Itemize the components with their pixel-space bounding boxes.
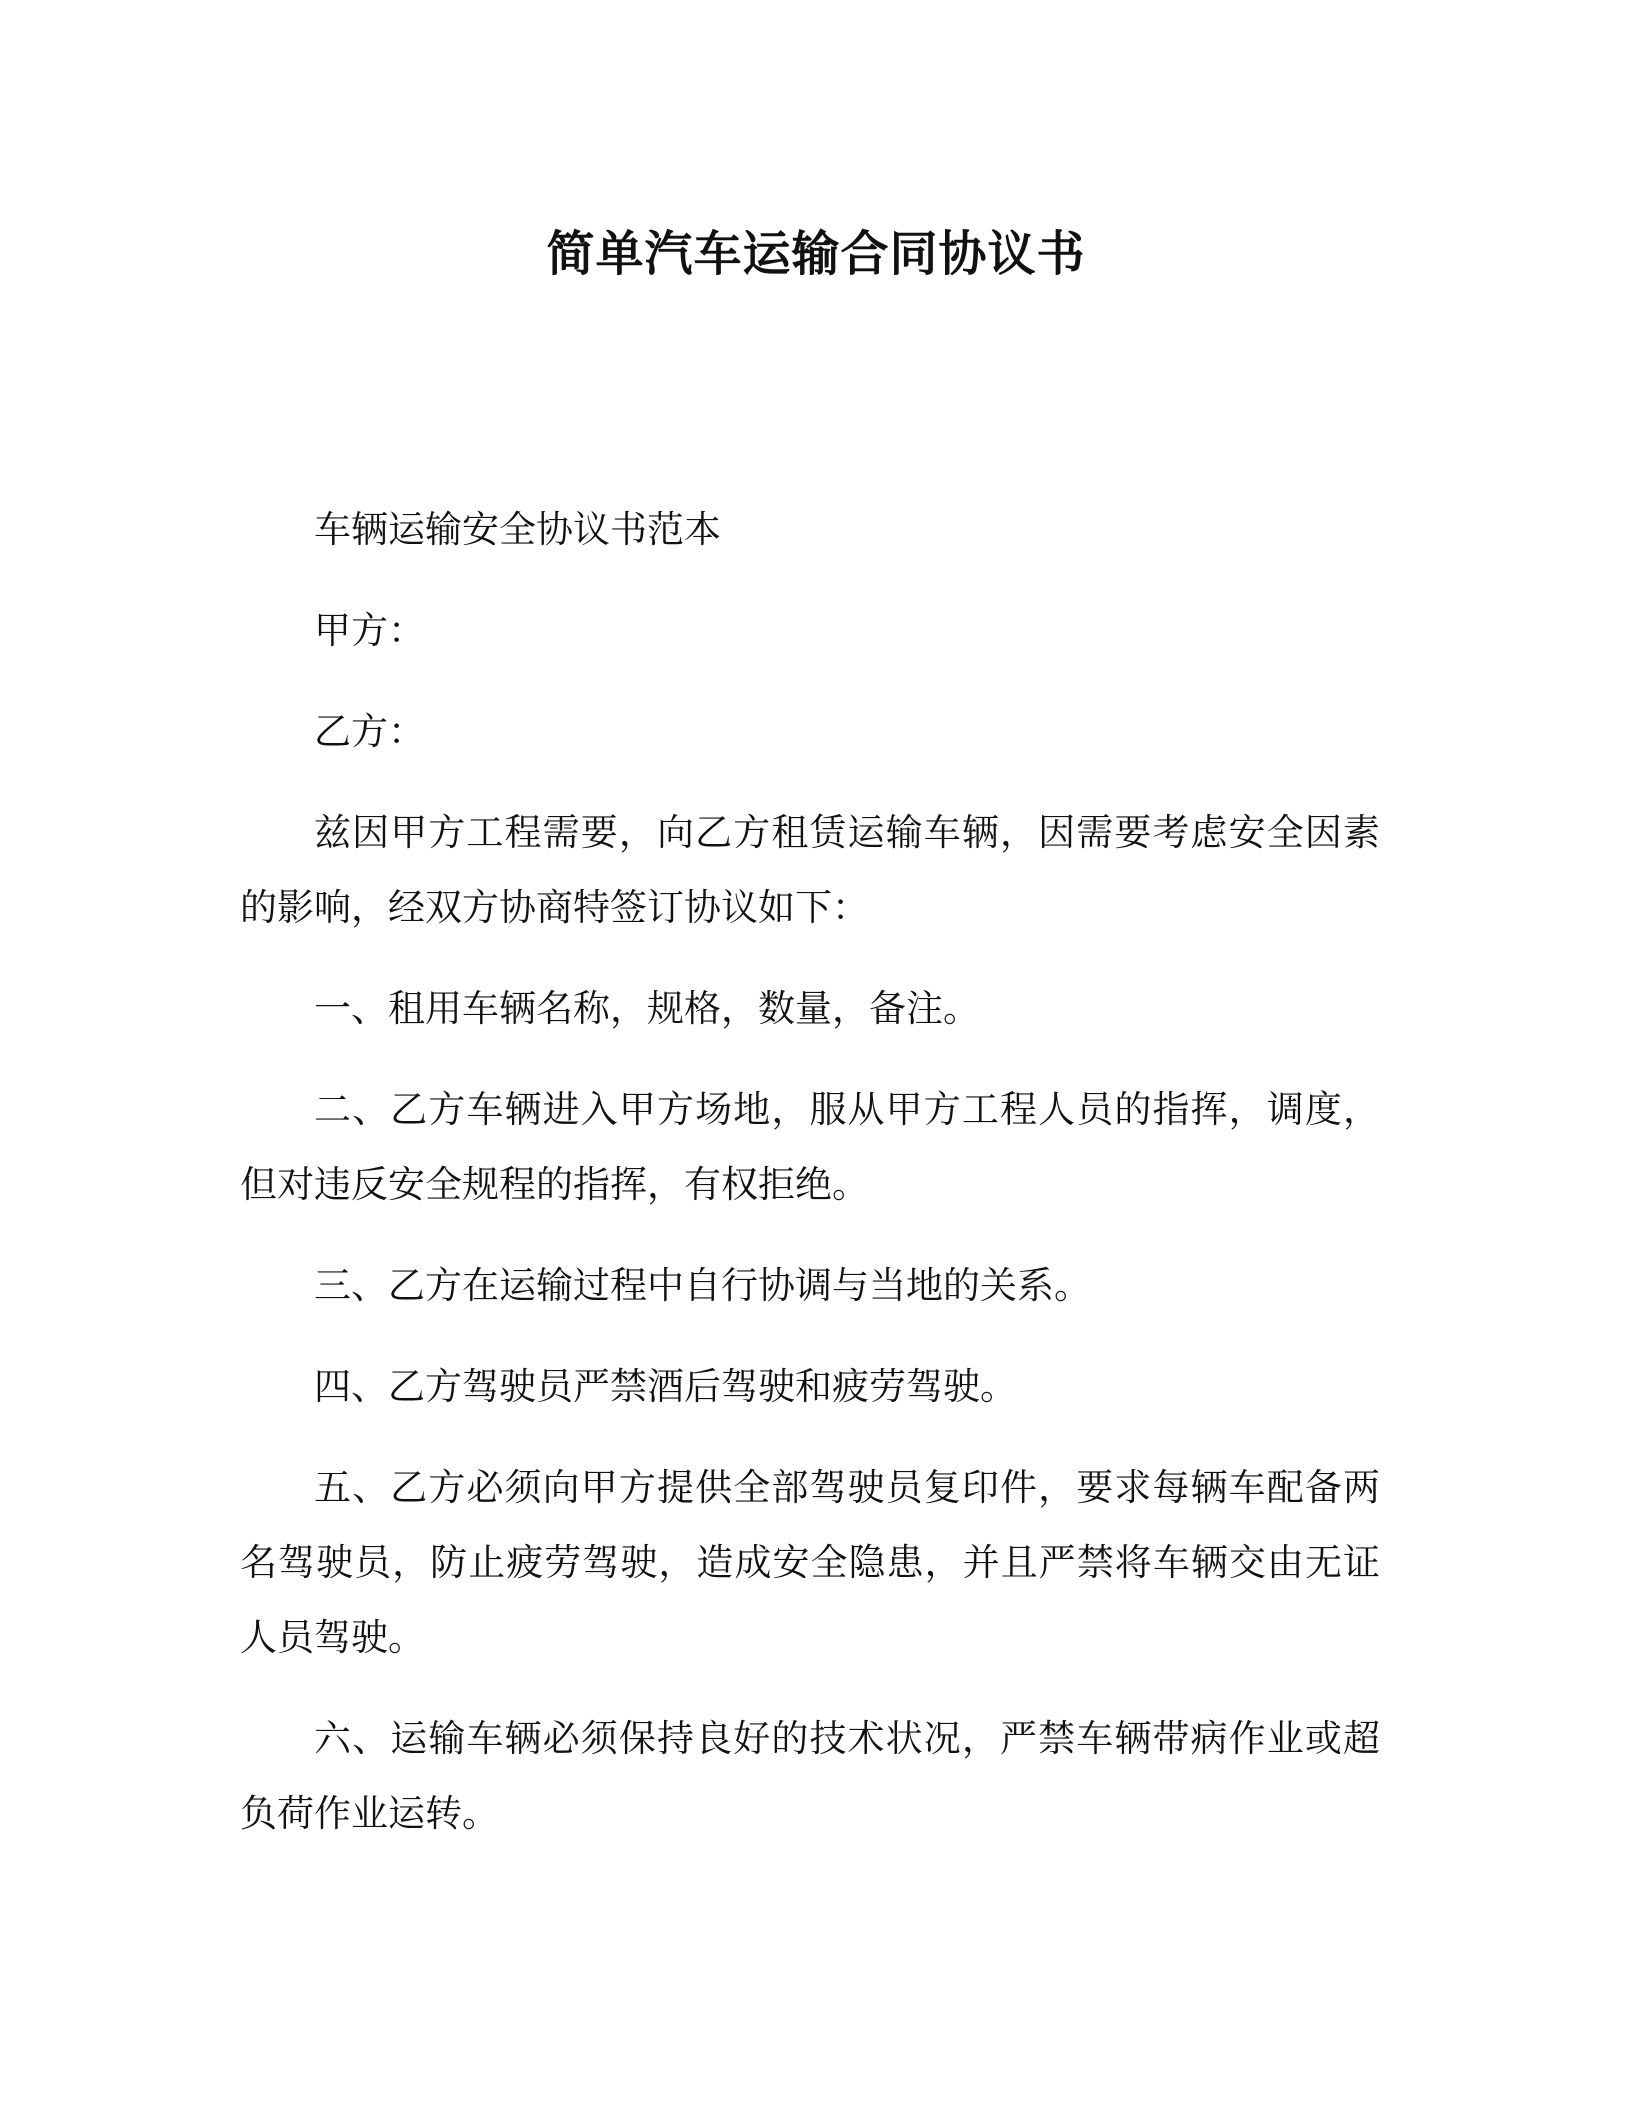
intro-paragraph: 兹因甲方工程需要，向乙方租赁运输车辆，因需要考虑安全因素的影响，经双方协商特签订协议如下： bbox=[240, 811, 1380, 929]
party-a-line: 甲方： bbox=[314, 609, 425, 652]
clause-2: 二、乙方车辆进入甲方场地，服从甲方工程人员的指挥，调度，但对违反安全规程的指挥，有权拒绝。 bbox=[240, 1088, 1380, 1206]
party-b-line: 乙方： bbox=[314, 710, 425, 753]
clause-3: 三、乙方在运输过程中自行协调与当地的关系。 bbox=[314, 1264, 1091, 1307]
clause-6: 六、运输车辆必须保持良好的技术状况，严禁车辆带病作业或超负荷作业运转。 bbox=[240, 1717, 1380, 1835]
clause-5: 五、乙方必须向甲方提供全部驾驶员复印件，要求每辆车配备两名驾驶员，防止疲劳驾驶，造成安全隐患，并且严禁将车辆交由无证人员驾驶。 bbox=[240, 1466, 1380, 1659]
clause-4: 四、乙方驾驶员严禁酒后驾驶和疲劳驾驶。 bbox=[314, 1365, 1017, 1408]
document-title: 简单汽车运输合同协议书 bbox=[546, 226, 1086, 282]
subtitle-paragraph: 车辆运输安全协议书范本 bbox=[314, 508, 721, 551]
document-body bbox=[240, 492, 1380, 1877]
clause-1: 一、租用车辆名称，规格，数量，备注。 bbox=[314, 987, 980, 1030]
